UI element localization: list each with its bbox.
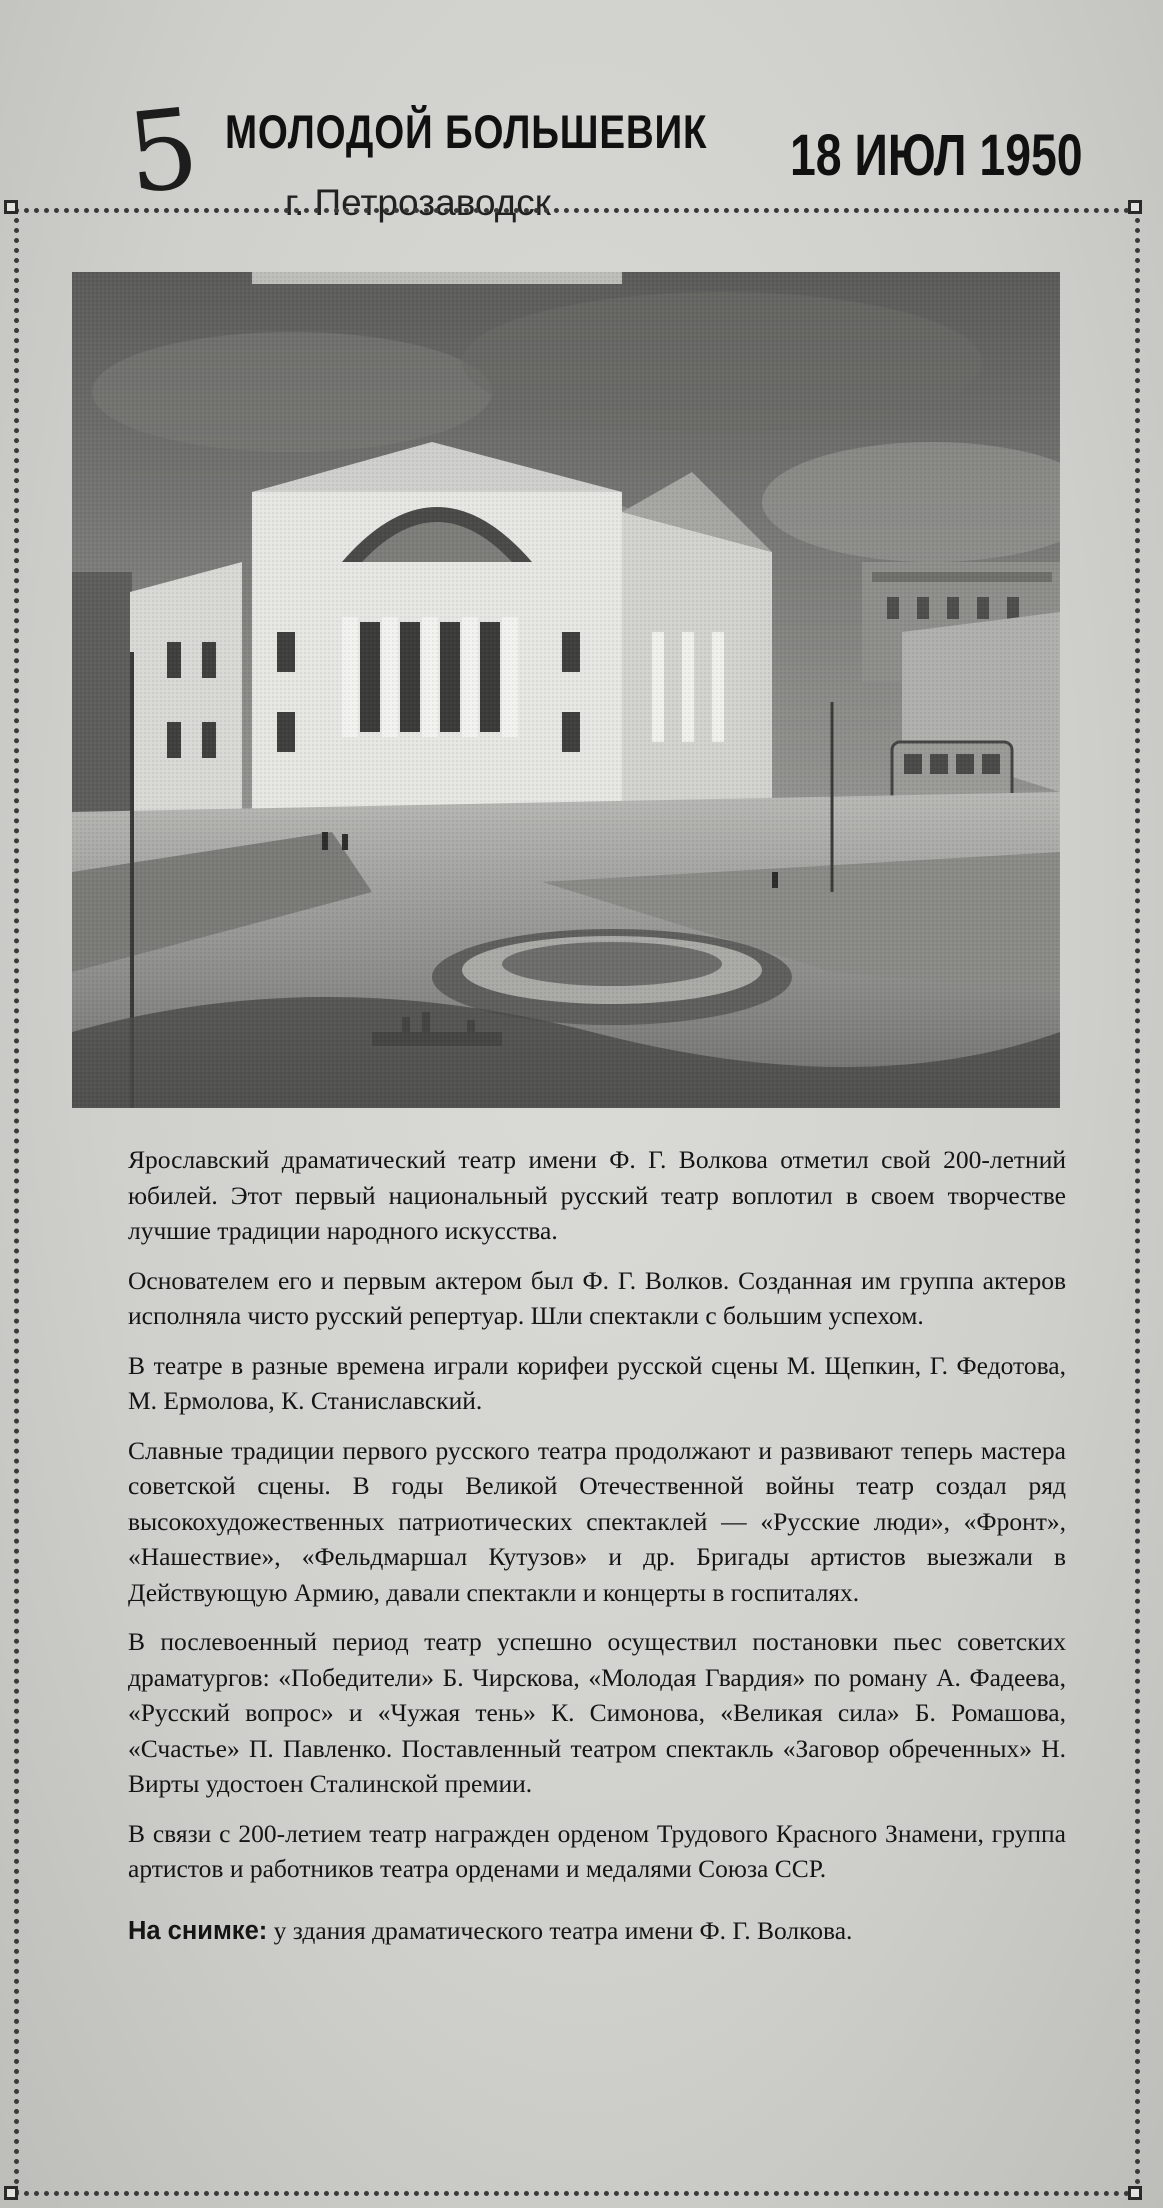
photo-caption — [128, 1913, 1066, 1950]
article-body — [128, 1142, 1066, 1963]
theatre-building-photo-icon — [72, 272, 1060, 1108]
newspaper-city: г. Петрозаводск — [285, 182, 551, 223]
article-paragraph-2: Основателем его и первым актером был Ф. Г. Волков. Созданная им группа актеров исполняла чисто русский репертуар. Шли спектакли с большим успехом. — [128, 1265, 1066, 1330]
frame-corner-bl — [4, 2186, 18, 2200]
article-paragraph-5: В послевоенный период театр успешно осуществил постановки пьес советских драматургов: «Победители» Б. Чирскова, «Молодая Гвардия» по роману А. Фадеева, «Русский вопрос» и «Чужая тень» К. Симонова, «Великая сила» Б. Ромашова, «Счастье» П. Павленко. Поставленный театром спектакль «Заговор обреченных» Н. Вирты удостоен Сталинской премии. — [128, 1627, 1066, 1798]
page-number-mark: 5 — [121, 83, 205, 219]
frame-corner-tl — [4, 200, 18, 214]
newspaper-title: МОЛОДОЙ БОЛЬШЕВИК — [225, 105, 708, 158]
theatre-photo — [72, 272, 1060, 1108]
article-paragraph-1: Ярославский драматический театр имени Ф. Г. Волкова отметил свой 200-летний юбилей. Этот первый национальный русский театр воплотил в своем творчестве лучшие традиции народного искусства. — [128, 1145, 1066, 1245]
frame-corner-tr — [1128, 200, 1142, 214]
article-paragraph-3: В театре в разные времена играли корифеи русской сцены М. Щепкин, Г. Федотова, М. Ермолова, К. Станиславский. — [128, 1350, 1066, 1415]
caption-label: На снимке: — [128, 1916, 268, 1945]
article-paragraph-6: В связи с 200-летием театр награжден орденом Трудового Красного Знамени, группа артистов и работников театра орденами и медалями Союза ССР. — [128, 1818, 1066, 1883]
clipping-date-stamp: 18 ИЮЛ 1950 — [790, 123, 1083, 188]
article-paragraph-4: Славные традиции первого русского театра продолжают и развивают теперь мастера советской сцены. В годы Великой Отечественной войны театр создал ряд высокохудожественных патриотических спектаклей — «Русские люди», «Фронт», «Нашествие», «Фельдмаршал Кутузов» и др. Бригады артистов выезжали в Действующую Армию, давали спектакли и концерты в госпиталях. — [128, 1435, 1066, 1607]
caption-text: у здания драматического театра имени Ф. Г. Волкова. — [273, 1915, 853, 1945]
frame-corner-br — [1128, 2186, 1142, 2200]
